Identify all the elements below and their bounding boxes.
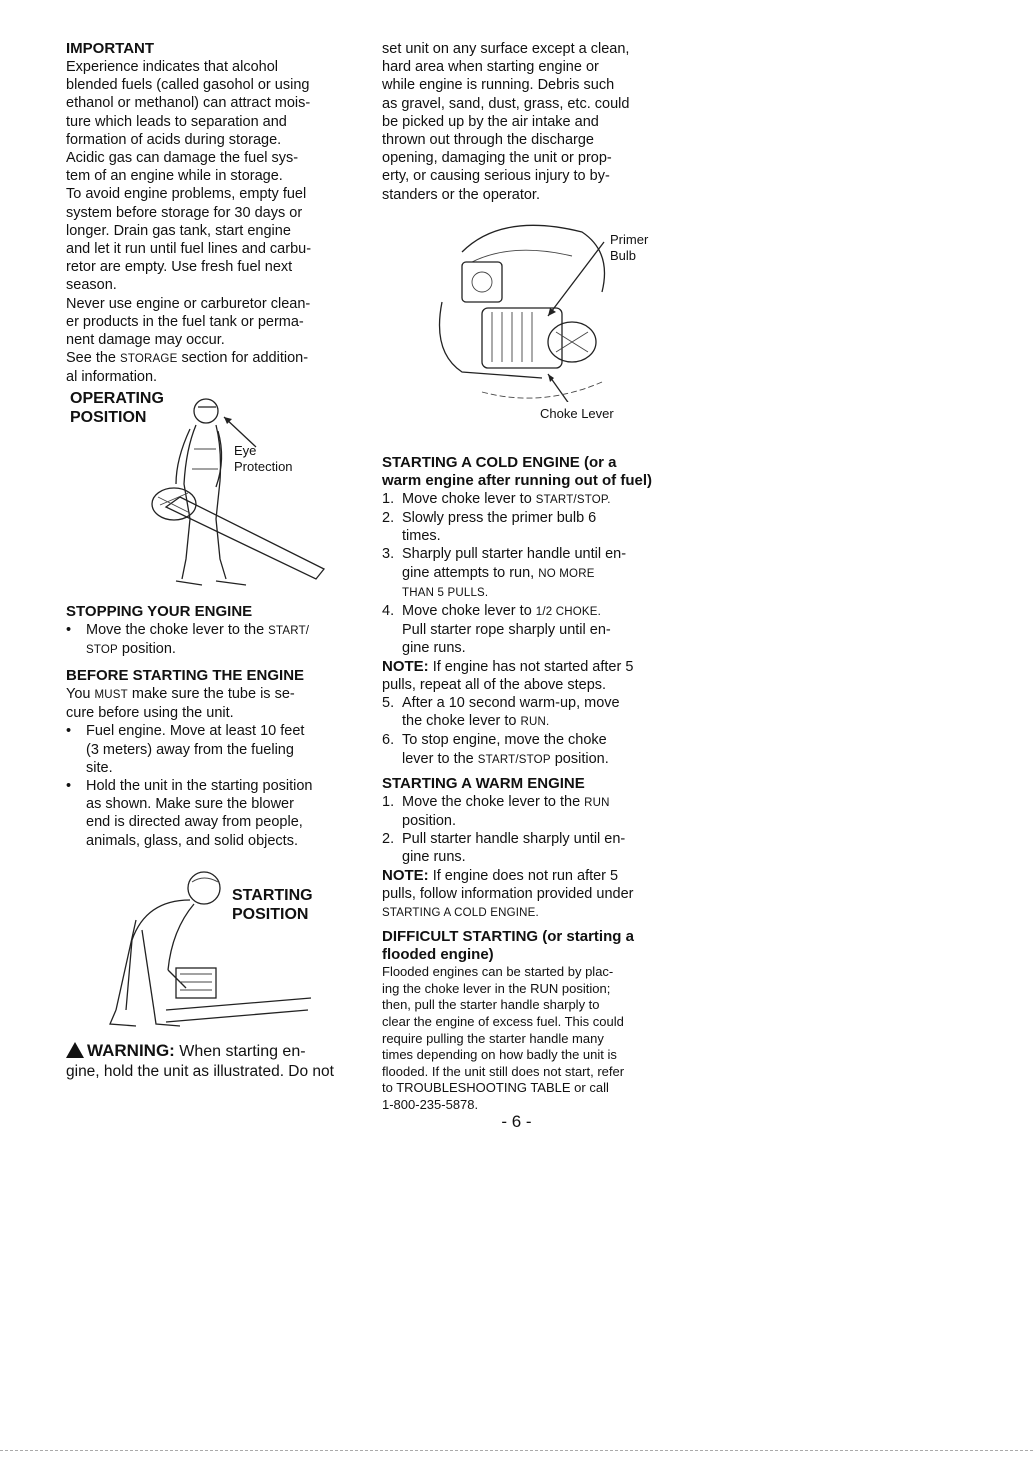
text-span: animals, glass, and solid objects.: [86, 832, 298, 849]
step-number: 4.: [382, 603, 395, 620]
scan-edge-divider: [0, 1450, 1033, 1451]
intro-paragraph: [382, 40, 672, 204]
note-1: [382, 658, 672, 694]
text-span: site.: [86, 759, 113, 776]
warm-engine-heading: STARTING A WARM ENGINE: [382, 774, 585, 792]
text-line: To avoid engine problems, empty fuel: [66, 186, 307, 203]
text-span: See the: [66, 350, 121, 367]
text-span: You: [66, 686, 95, 703]
text-line: nent damage may occur.: [66, 332, 225, 349]
stopping-heading: STOPPING YOUR ENGINE: [66, 602, 253, 620]
bullet-text: [86, 621, 309, 659]
label-line: Bulb: [610, 247, 637, 263]
cold-step-6: [382, 731, 672, 768]
figure-title-line: OPERATING: [70, 389, 164, 407]
text-span: gine attempts to run,: [402, 564, 539, 581]
storage-ref: STORAGE: [120, 353, 178, 366]
text-span: STARTING A COLD ENGINE.: [382, 907, 539, 920]
step-number: 3.: [382, 546, 395, 563]
warning-line: [66, 1040, 358, 1062]
text-line: set unit on any surface except a clean,: [382, 41, 630, 57]
text-span: make sure the tube is se-: [127, 686, 295, 703]
text-span: (3 meters) away from the fueling: [86, 741, 294, 758]
step-number: 1.: [382, 490, 395, 507]
text-span: RUN.: [520, 716, 550, 729]
figure-title-line: STARTING: [232, 886, 313, 904]
step-text: [402, 830, 625, 866]
text-line: ture which leads to separation and: [66, 113, 287, 130]
text-span: NO MORE: [538, 567, 595, 580]
note-label: NOTE:: [382, 657, 429, 675]
text-span: Move the choke lever to the: [86, 621, 269, 638]
text-span: STOP: [86, 643, 118, 656]
text-span: times.: [402, 528, 441, 545]
difficult-starting-heading: [382, 928, 672, 964]
text-line: opening, damaging the unit or prop-: [382, 150, 612, 167]
before-bullet: [66, 722, 358, 777]
starting-figure-title: [232, 886, 313, 924]
text-span: Fuel engine. Move at least 10 feet: [86, 723, 305, 740]
text-line: thrown out through the discharge: [382, 132, 594, 149]
note-2: [382, 867, 672, 923]
text-line: season.: [66, 277, 117, 294]
text-span: START/: [268, 624, 310, 637]
text-span: To stop engine, move the choke: [402, 732, 607, 749]
warning-block: [66, 1040, 358, 1081]
text-line: to TROUBLESHOOTING TABLE or call: [382, 1080, 609, 1096]
text-span: If engine does not run after 5: [428, 867, 619, 884]
label-line: Protection: [234, 458, 293, 474]
text-line: be picked up by the air intake and: [382, 113, 599, 130]
before-starting-heading: BEFORE STARTING THE ENGINE: [66, 667, 305, 685]
note-label: NOTE:: [382, 866, 429, 884]
warm-step-1: [382, 793, 672, 830]
cold-step-5: [382, 694, 672, 731]
text-span: gine runs.: [402, 640, 466, 657]
text-span: Pull starter handle sharply until en-: [402, 831, 626, 848]
text-span: Slowly press the primer bulb 6: [402, 510, 597, 527]
text-line: system before storage for 30 days or: [66, 204, 303, 221]
text-span: RUN: [584, 796, 610, 809]
text-span: Move the choke lever to the: [402, 793, 585, 810]
text-span: If engine has not started after 5: [428, 658, 634, 675]
operator-illustration: [146, 389, 326, 599]
text-span: Pull starter rope sharply until en-: [402, 622, 611, 639]
bullet-text: [86, 722, 304, 777]
eye-protection-label: [234, 443, 293, 475]
text-span: Move choke lever to: [402, 603, 536, 620]
cold-step-3: [382, 545, 672, 602]
text-line: Flooded engines can be started by plac-: [382, 964, 614, 980]
step-text: [402, 694, 620, 731]
text-span: lever to the: [402, 750, 478, 767]
text-line: retor are empty. Use fresh fuel next: [66, 259, 293, 276]
text-span: warm engine after running out of fuel): [382, 471, 652, 489]
text-line: Acidic gas can damage the fuel sys-: [66, 150, 299, 167]
text-line: require pulling the starter handle many: [382, 1030, 604, 1046]
step-number: 2.: [382, 831, 395, 848]
text-line: er products in the fuel tank or perma-: [66, 313, 304, 330]
text-span: 1/2 CHOKE.: [535, 606, 602, 619]
text-span: Sharply pull starter handle until en-: [402, 546, 627, 563]
bullet-text: [86, 777, 313, 850]
step-text: [402, 602, 611, 658]
text-line: flooded. If the unit still does not start, refer: [382, 1063, 625, 1079]
text-line: hard area when starting engine or: [382, 59, 599, 76]
cold-step-4: [382, 602, 672, 658]
text-span: the choke lever to: [402, 713, 521, 730]
text-span: gine runs.: [402, 849, 466, 866]
text-line: while engine is running. Debris such: [382, 77, 615, 94]
warning-icon: [66, 1042, 84, 1058]
text-line: clear the engine of excess fuel. This could: [382, 1014, 624, 1030]
text-span: pulls, repeat all of the above steps.: [382, 676, 607, 693]
text-line: 1-800-235-5878.: [382, 1097, 479, 1113]
before-bullet: [66, 777, 358, 850]
text-span: START/STOP.: [535, 493, 611, 506]
text-line: gine, hold the unit as illustrated. Do not: [66, 1062, 334, 1080]
text-span: position.: [402, 813, 457, 830]
text-span: MUST: [94, 689, 128, 702]
text-line: longer. Drain gas tank, start engine: [66, 222, 291, 239]
bullet-marker: •: [66, 778, 72, 795]
text-line: [66, 685, 358, 704]
important-heading: IMPORTANT: [66, 40, 155, 57]
choke-lever-label: Choke Lever: [540, 405, 614, 421]
text-line: al information.: [66, 369, 158, 386]
step-text: [402, 490, 611, 509]
text-line: Never use engine or carburetor clean-: [66, 295, 311, 312]
engine-illustration: [422, 212, 642, 402]
step-number: 5.: [382, 695, 395, 712]
text-span: flooded engine): [382, 946, 494, 964]
cold-step-2: [382, 509, 672, 545]
operating-position-figure: [66, 389, 358, 609]
right-column: [382, 40, 672, 1114]
engine-figure: [382, 204, 672, 444]
text-line: ing the choke lever in the RUN position;: [382, 980, 611, 996]
text-line: tem of an engine while in storage.: [66, 168, 283, 185]
figure-title-line: POSITION: [70, 408, 147, 426]
text-span: end is directed away from people,: [86, 814, 303, 831]
text-line: formation of acids during storage.: [66, 131, 282, 148]
text-line: and let it run until fuel lines and carbu-: [66, 241, 312, 258]
step-text: [402, 509, 596, 545]
text-span: START/STOP: [477, 753, 551, 766]
text-line: then, pull the starter handle sharply to: [382, 997, 600, 1013]
starting-position-figure: [66, 860, 358, 1038]
text-span: When starting en-: [174, 1042, 306, 1060]
cold-engine-heading: [382, 454, 672, 490]
text-line: blended fuels (called gasohol or using: [66, 77, 310, 94]
bullet-marker: •: [66, 621, 72, 638]
text-span: pulls, follow information provided under: [382, 885, 634, 902]
text-line: standers or the operator.: [382, 186, 540, 203]
text-span: Move choke lever to: [402, 490, 536, 507]
text-span: STARTING A COLD ENGINE (or a: [382, 453, 617, 471]
text-line: ethanol or methanol) can attract mois-: [66, 95, 311, 112]
stopping-bullet: [66, 621, 358, 659]
cold-step-1: [382, 490, 672, 509]
step-text: [402, 731, 609, 768]
page-number: - 6 -: [501, 1112, 532, 1131]
difficult-paragraph: [382, 964, 672, 1113]
left-column: [66, 40, 358, 1081]
text-span: as shown. Make sure the blower: [86, 796, 294, 813]
text-line: Experience indicates that alcohol: [66, 59, 278, 75]
text-line: erty, or causing serious injury to by-: [382, 168, 610, 185]
label-line: Primer: [610, 231, 649, 247]
step-number: 6.: [382, 732, 395, 749]
text-span: section for addition-: [177, 350, 309, 367]
see-storage-line: [66, 349, 358, 368]
label-line: Eye: [234, 442, 257, 458]
figure-title-line: POSITION: [232, 905, 309, 923]
step-text: [402, 793, 610, 830]
text-line: times depending on how badly the unit is: [382, 1047, 617, 1063]
text-span: DIFFICULT STARTING (or starting a: [382, 928, 634, 946]
bullet-marker: •: [66, 723, 72, 740]
step-number: 2.: [382, 510, 395, 527]
text-span: position.: [117, 640, 176, 657]
text-span: THAN 5 PULLS.: [402, 586, 489, 599]
text-span: position.: [550, 750, 609, 767]
text-line: cure before using the unit.: [66, 705, 234, 722]
text-span: After a 10 second warm-up, move: [402, 695, 620, 712]
primer-bulb-label: [610, 232, 648, 264]
text-span: Hold the unit in the starting position: [86, 778, 313, 795]
warm-step-2: [382, 830, 672, 866]
step-number: 1.: [382, 793, 395, 810]
warning-label: WARNING:: [87, 1040, 175, 1060]
important-paragraph: [66, 58, 358, 387]
step-text: [402, 545, 626, 602]
text-line: as gravel, sand, dust, grass, etc. could: [382, 95, 630, 112]
